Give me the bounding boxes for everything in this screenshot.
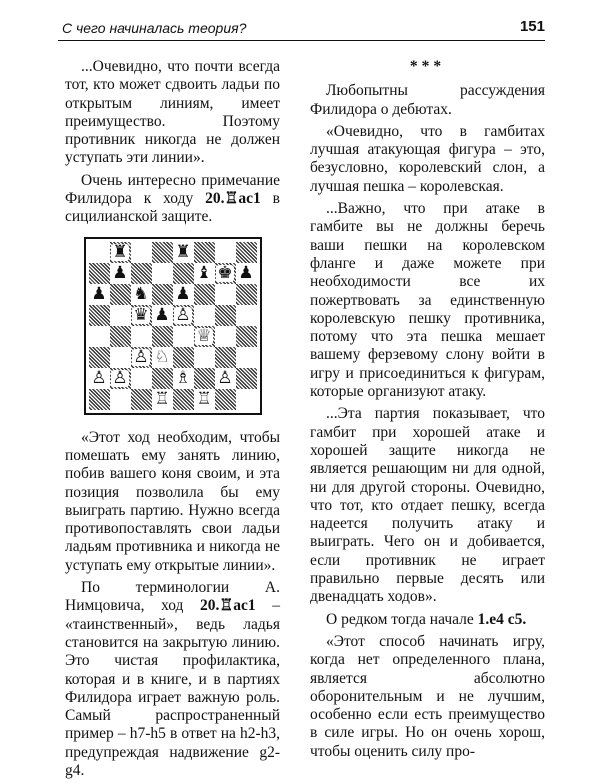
board-square	[236, 347, 257, 368]
text-span: в сицилианской защите.	[65, 190, 281, 226]
board-square	[152, 389, 173, 410]
section-separator: ***	[409, 58, 446, 75]
board-square	[236, 326, 257, 347]
board-square	[215, 347, 236, 368]
chess-piece: ♛	[133, 304, 149, 325]
chess-piece: ♟	[238, 262, 254, 283]
board-square	[236, 284, 257, 305]
right-paragraph-3: ...Важно, что при атаке в гамбите вы не должны беречь ваши пешки на королевском фланге и даже можете при необходимости все их пожертвовать за единственную королевскую пешку противника, потому что эта пешка мешает вашему ферзевому слону войти в игру и присоединиться к фигурам, которые организуют атаку.	[310, 200, 545, 401]
board-square	[110, 326, 131, 347]
board-square	[110, 305, 131, 326]
board-square	[131, 284, 152, 305]
right-paragraph-2: «Очевидно, что в гамбитах лучшая атакующая фигура – это, безусловно, королевский слон, а лучшая пешка – королевская.	[310, 122, 545, 195]
chess-piece: ♘	[154, 346, 170, 367]
board-square	[236, 389, 257, 410]
chess-piece: ♙	[175, 304, 191, 325]
board-square	[152, 326, 173, 347]
right-paragraph-5	[310, 611, 545, 629]
board-square	[131, 368, 152, 389]
chess-piece: ♕	[196, 325, 212, 346]
text-span: Очень интересно примечание Филидора к ходу	[65, 171, 280, 208]
board-square	[215, 368, 236, 389]
right-column	[310, 58, 545, 765]
board-square	[110, 263, 131, 284]
board-square	[173, 347, 194, 368]
chess-piece: ♙	[133, 346, 149, 367]
chess-piece: ♖	[154, 388, 170, 409]
board-square	[131, 389, 152, 410]
chess-piece: ♜	[112, 241, 128, 262]
board-square	[110, 347, 131, 368]
board-square	[215, 284, 236, 305]
board-square	[89, 242, 110, 263]
board-square	[215, 389, 236, 410]
chess-piece: ♟	[112, 262, 128, 283]
chess-piece: ♟	[91, 283, 107, 304]
board-square	[131, 347, 152, 368]
board-square	[194, 284, 215, 305]
board-square	[89, 284, 110, 305]
left-paragraph-1: ...Очевидно, что почти всегда тот, кто может сдвоить ладьи по открытым линиям, имеет преимущество. Поэтому противник никогда не должен уступать эти линии».	[65, 58, 280, 167]
move-notation: 1.e4 c5.	[477, 610, 527, 628]
chess-piece: ♙	[91, 367, 107, 388]
chess-piece: ♙	[217, 367, 233, 388]
chess-piece: ♞	[133, 283, 149, 304]
board-square	[131, 326, 152, 347]
text-span: – «таинственный», ведь ладья становится на закрытую линию. Это чистая профилактика, которая и в книге, и в партиях Филидора играет важную роль. Самый распространенный пример – h7-h5 в ответ на h2-h3, предупреждая надвижение g2-g4.	[65, 597, 280, 780]
right-paragraph-6: «Этот способ начинать игру, когда нет определенного плана, является абсолютно оборонительным и не лучшим, особенно если есть преимущество в силе игры. Но он очень хорош, чтобы оценить силу про-	[310, 632, 545, 760]
running-header	[58, 18, 545, 41]
board-square	[215, 263, 236, 284]
board-square	[173, 242, 194, 263]
board-square	[173, 305, 194, 326]
chapter-title: С чего начиналась теория?	[62, 20, 247, 36]
right-paragraph-1: Любопытны рассуждения Филидора о дебютах.	[310, 82, 545, 118]
board-square	[152, 263, 173, 284]
board-square	[173, 368, 194, 389]
board-square	[173, 326, 194, 347]
board-square	[89, 263, 110, 284]
board-square	[236, 368, 257, 389]
board-square	[194, 242, 215, 263]
board-square	[173, 284, 194, 305]
board-square	[173, 263, 194, 284]
chess-piece: ♚	[217, 262, 233, 283]
board-square	[131, 305, 152, 326]
left-paragraph-2	[65, 172, 280, 227]
move-notation: 20.♖ac1	[200, 597, 256, 615]
chess-piece: ♟	[154, 304, 170, 325]
board-square	[89, 347, 110, 368]
board-square	[89, 305, 110, 326]
board-square	[236, 263, 257, 284]
text-span: По терминологии А. Нимцовича, ход	[65, 579, 280, 615]
chess-piece: ♗	[175, 367, 191, 388]
board-square	[152, 305, 173, 326]
chess-piece: ♝	[196, 262, 212, 283]
board-square	[194, 368, 215, 389]
board-square	[152, 284, 173, 305]
left-paragraph-3: «Этот ход необходим, чтобы помешать ему занять линию, побив вашего коня своим, и эта позиция позволила бы ему выиграть партию. Нужно всегда противопоставлять свои ладьи ладьям противника и никогда не уступать ему открытые линии».	[65, 428, 280, 574]
board-square	[194, 389, 215, 410]
page-number: 151	[519, 18, 545, 35]
board-square	[131, 242, 152, 263]
board-square	[215, 242, 236, 263]
board-square	[152, 347, 173, 368]
chess-piece: ♙	[112, 367, 128, 388]
board-square	[89, 389, 110, 410]
board-square	[215, 326, 236, 347]
left-paragraph-4	[65, 579, 280, 780]
board-square	[110, 368, 131, 389]
right-paragraph-4: ...Эта партия показывает, что гамбит при хорошей атаке и хорошей защите никогда не является решающим ни для одной, ни для другой стороны. Очевидно, что тот, кто отдает пешку, всегда надеется получить атаку и выиграть. Чего он и добивается, если противник не играет правильно первые десять или двенадцать ходов».	[310, 405, 545, 606]
board-square	[194, 326, 215, 347]
board-square	[194, 305, 215, 326]
board-square	[215, 305, 236, 326]
board-square	[110, 389, 131, 410]
board-square	[194, 347, 215, 368]
board-square	[152, 242, 173, 263]
board-square	[236, 242, 257, 263]
board-square	[194, 263, 215, 284]
chess-board	[89, 242, 257, 410]
board-square	[89, 368, 110, 389]
chess-diagram	[84, 237, 262, 415]
chess-piece: ♖	[196, 388, 212, 409]
board-square	[152, 368, 173, 389]
chess-piece: ♟	[175, 283, 191, 304]
board-square	[110, 284, 131, 305]
board-square	[110, 242, 131, 263]
chess-piece: ♜	[175, 241, 191, 262]
board-square	[89, 326, 110, 347]
board-square	[173, 389, 194, 410]
text-span: О редком тогда начале	[326, 610, 478, 628]
left-column	[65, 58, 280, 784]
move-notation: 20.♖ac1	[205, 190, 261, 208]
board-square	[236, 305, 257, 326]
board-square	[131, 263, 152, 284]
